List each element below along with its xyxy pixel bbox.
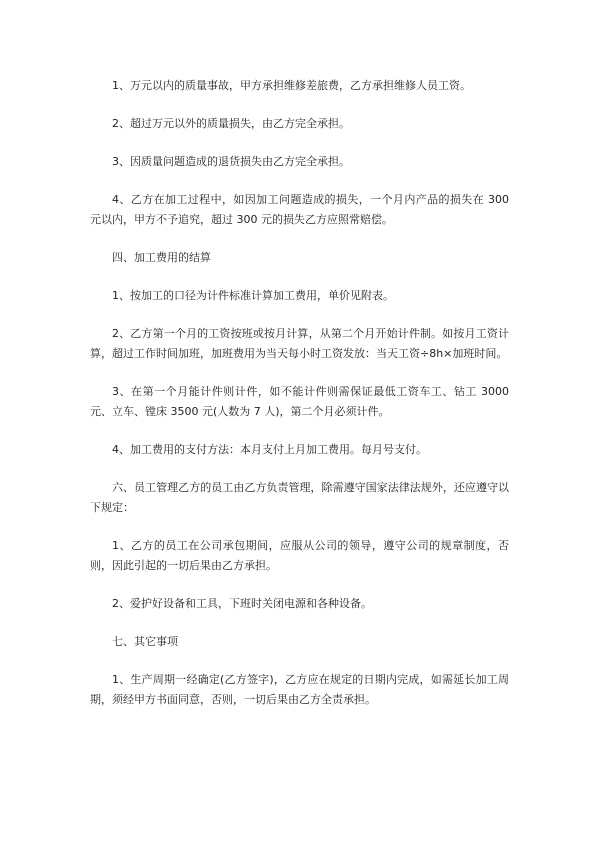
clause-equipment-care: 2、爱护好设备和工具，下班时关闭电源和各种设备。 (112, 597, 372, 610)
clause-return-loss: 3、因质量问题造成的退货损失由乙方完全承担。 (112, 155, 350, 168)
clause-minimum-wage: 3、在第一个月能计件则计件，如不能计件则需保证最低工资车工、钻工 3000 元、立车、镗床 3500 元(人数为 7 人)，第二个月必须计件。 (90, 385, 509, 418)
clause-piece-rate: 1、按加工的口径为计件标准计算加工费用，单价见附表。 (112, 289, 394, 302)
clause-processing-loss: 4、乙方在加工过程中，如因加工问题造成的损失，一个月内产品的损失在 300 元以内，甲方不予追究，超过 300 元的损失乙方应照常赔偿。 (90, 193, 509, 226)
clause-production-cycle: 1、生产周期一经确定(乙方签字)，乙方应在规定的日期内完成，如需延长加工周期，须经甲方书面同意，否则，一切后果由乙方全责承担。 (90, 673, 509, 706)
clause-quality-accident: 1、万元以内的质量事故，甲方承担维修差旅费，乙方承担维修人员工资。 (112, 79, 471, 92)
clause-first-month-wage: 2、乙方第一个月的工资按班或按月计算，从第二个月开始计件制。如按月工资计算，超过工作时间加班，加班费用为当天每小时工资发放：当天工资÷8h×加班时间。 (90, 327, 509, 360)
section-heading-other-matters: 七、其它事项 (112, 635, 178, 648)
section-heading-settlement: 四、加工费用的结算 (112, 251, 211, 264)
clause-payment-method: 4、加工费用的支付方法：本月支付上月加工费用。每月号支付。 (112, 443, 427, 456)
clause-obey-rules: 1、乙方的员工在公司承包期间，应服从公司的领导，遵守公司的规章制度，否则，因此引起的一切后果由乙方承担。 (90, 539, 509, 572)
section-heading-staff-management: 六、员工管理乙方的员工由乙方负责管理，除需遵守国家法律法规外，还应遵守以下规定： (90, 481, 509, 514)
clause-quality-loss: 2、超过万元以外的质量损失，由乙方完全承担。 (112, 117, 350, 130)
